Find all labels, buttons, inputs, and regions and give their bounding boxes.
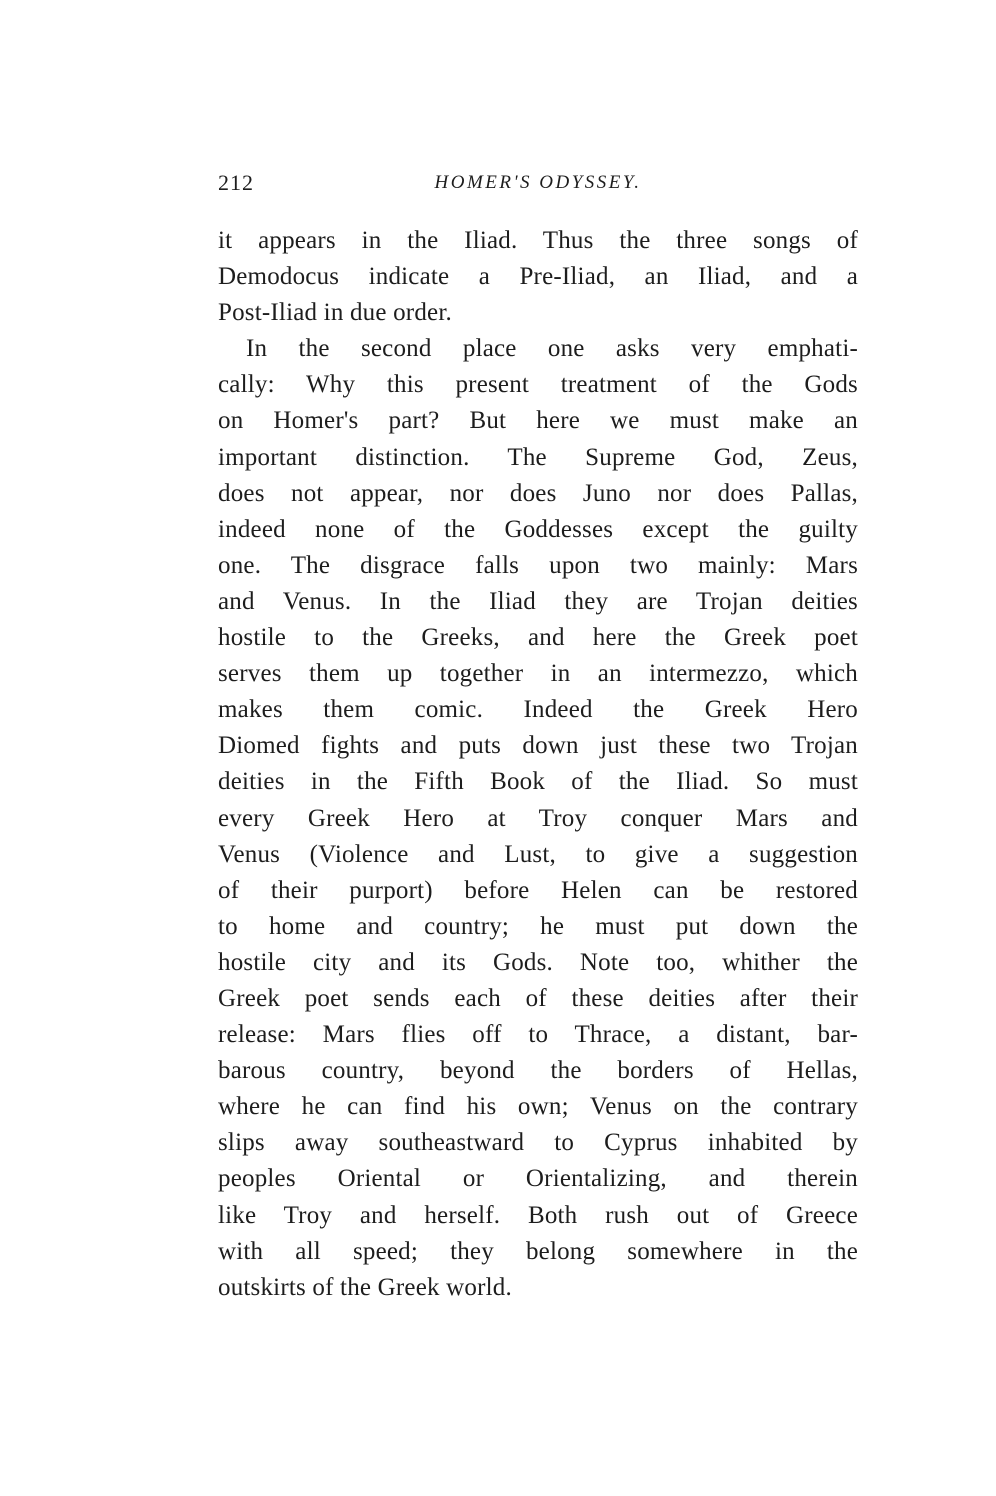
text-line: Post-Iliad in due order. — [218, 299, 452, 327]
text-line: on Homer's part? But here we must make an — [218, 407, 858, 435]
paragraph-1 — [218, 223, 858, 331]
text-line: cally: Why this present treatment of the Gods — [218, 371, 858, 399]
text-line: to home and country; he must put down the — [218, 912, 858, 940]
running-title: HOMER'S ODYSSEY. — [434, 172, 642, 193]
text-line: In the second place one asks very emphati- — [246, 335, 858, 363]
text-line: and Venus. In the Iliad they are Trojan deities — [218, 587, 858, 615]
text-line: deities in the Fifth Book of the Iliad. So must — [218, 768, 858, 796]
text-line: release: Mars flies off to Thrace, a distant, bar- — [218, 1021, 858, 1049]
text-line: where he can find his own; Venus on the contrary — [218, 1093, 858, 1121]
text-line: indeed none of the Goddesses except the guilty — [218, 515, 858, 543]
text-line: Demodocus indicate a Pre-Iliad, an Iliad, and a — [218, 263, 858, 291]
text-line: does not appear, nor does Juno nor does Pallas, — [218, 479, 858, 507]
page-number: 212 — [218, 170, 254, 195]
text-line: makes them comic. Indeed the Greek Hero — [218, 696, 858, 724]
text-line: with all speed; they belong somewhere in the — [218, 1237, 858, 1265]
body-text — [218, 223, 858, 1306]
text-line: outskirts of the Greek world. — [218, 1273, 512, 1301]
text-line: it appears in the Iliad. Thus the three songs of — [218, 227, 858, 254]
text-line: Greek poet sends each of these deities after their — [218, 984, 858, 1012]
text-line: serves them up together in an intermezzo, which — [218, 660, 858, 688]
text-line: important distinction. The Supreme God, Zeus, — [218, 443, 858, 471]
text-line: barous country, beyond the borders of Hellas, — [218, 1057, 858, 1085]
text-line: slips away southeastward to Cyprus inhabited by — [218, 1129, 858, 1157]
text-line: every Greek Hero at Troy conquer Mars and — [218, 804, 858, 832]
text-line: hostile to the Greeks, and here the Greek poet — [218, 624, 858, 652]
text-line: Diomed fights and puts down just these two Trojan — [218, 732, 858, 760]
paragraph-2 — [218, 331, 858, 1306]
text-line: hostile city and its Gods. Note too, whither the — [218, 948, 858, 976]
text-line: like Troy and herself. Both rush out of Greece — [218, 1201, 858, 1229]
text-line: Venus (Violence and Lust, to give a suggestion — [218, 840, 858, 868]
running-head — [218, 170, 858, 204]
text-line: of their purport) before Helen can be restored — [218, 876, 858, 904]
text-line: peoples Oriental or Orientalizing, and therein — [218, 1165, 858, 1193]
text-line: one. The disgrace falls upon two mainly: Mars — [218, 551, 858, 579]
